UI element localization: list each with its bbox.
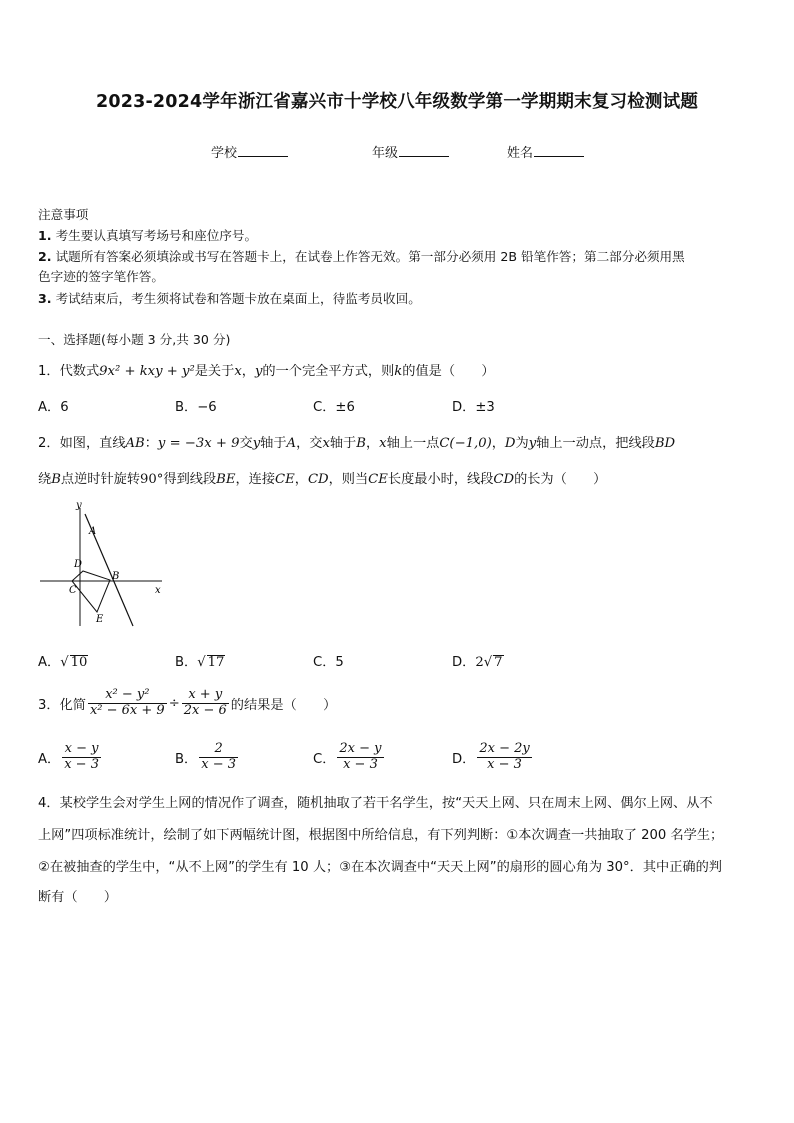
question-1 xyxy=(38,360,495,379)
q3-option-c-numerator: 2x − y xyxy=(339,741,382,756)
school-label: 学校 xyxy=(211,146,238,161)
q3-f2-numerator: x + y xyxy=(182,688,229,704)
q2-text: 为 xyxy=(515,436,529,451)
q1-text: 的值是（ ） xyxy=(402,364,495,379)
label-y: y xyxy=(76,500,82,511)
q1-var-x: x xyxy=(234,364,242,379)
q2-text: ，交 xyxy=(296,436,323,451)
q3-f2-denominator: 2x − 6 xyxy=(183,702,227,718)
q2-var: B xyxy=(356,436,366,451)
q2-text: ，连接 xyxy=(235,472,276,487)
q3-option-c[interactable] xyxy=(313,742,386,773)
q2-text: ， xyxy=(491,436,505,451)
q1-text: ， xyxy=(241,364,255,379)
note-1: 1. 考生要认真填写考场号和座位序号。 xyxy=(38,228,258,243)
hidden-helper xyxy=(83,571,97,612)
q2-var: AB xyxy=(125,436,145,451)
q3-option-c-denominator: x − 3 xyxy=(343,756,378,772)
q2-option-a[interactable]: A．√ 10 xyxy=(38,655,88,670)
q2-text: 点逆时针旋转 xyxy=(60,472,141,487)
q3-option-a[interactable] xyxy=(38,742,103,773)
q2-text: 交 xyxy=(239,436,253,451)
q2-var: x xyxy=(322,436,330,451)
question-4-line-2: 上网”四项标准统计，绘制了如下两幅统计图，根据图中所给信息，有下列判断：①本次调查一共抽取了 200 名学生； xyxy=(38,828,724,843)
note-2: 2. 试题所有答案必须填涂或书写在答题卡上，在试卷上作答无效。第一部分必须用 2B 铅笔作答；第二部分必须用黑 xyxy=(38,249,685,264)
label-c: C xyxy=(69,585,77,596)
name-blank xyxy=(534,143,584,157)
q2-text: ： xyxy=(144,436,158,451)
q3-option-b-label: B． xyxy=(175,751,198,767)
section-heading: 一、选择题(每小题 3 分,共 30 分) xyxy=(38,332,231,347)
segment-lines xyxy=(72,571,110,612)
q2-text: 长度最小时，线段 xyxy=(387,472,494,487)
q3-option-d[interactable] xyxy=(452,742,534,773)
page-title: 2023-2024学年浙江省嘉兴市十学校八年级数学第一学期期末复习检测试题 xyxy=(95,92,699,112)
q2-var: x xyxy=(379,436,387,451)
q3-fraction-2 xyxy=(182,688,229,719)
q1-text: 是关于 xyxy=(194,364,235,379)
question-4-line-3: ②在被抽查的学生中，“从不上网”的学生有 10 人；③在本次调查中“天天上网”的扇形的圆心角为 30°．其中正确的判 xyxy=(38,860,722,875)
name-field[interactable] xyxy=(507,142,584,161)
q2-text: ， xyxy=(365,436,380,451)
q2-text: 轴于 xyxy=(260,436,287,451)
q2-option-d-label: D． xyxy=(452,655,476,670)
q3-option-b[interactable] xyxy=(175,742,240,773)
note-1-text: 考生要认真填写考场号和座位序号。 xyxy=(55,228,258,243)
q1-var-y: y xyxy=(254,364,263,379)
grade-field[interactable] xyxy=(372,142,449,161)
q3-f1-numerator: x² − y² xyxy=(88,688,167,704)
q2-var: CD xyxy=(493,472,515,487)
question-4-line-4: 断有（ ） xyxy=(38,890,118,905)
question-2-line-1 xyxy=(38,432,675,451)
q2-var: CE xyxy=(275,472,295,487)
q2-option-a-label: A． xyxy=(38,655,61,670)
label-x: x xyxy=(155,585,161,596)
q3-option-d-denominator: x − 3 xyxy=(487,756,522,772)
q2-option-b-label: B． xyxy=(175,655,198,670)
q2-text: 轴上一点 xyxy=(386,436,440,451)
q2-option-a-value: 10 xyxy=(70,655,88,670)
q3-f1-denominator: x² − 6x + 9 xyxy=(89,702,165,718)
q2-text: 得到线段 xyxy=(163,472,217,487)
grade-blank xyxy=(399,143,449,157)
q1-number: 1．代数式 xyxy=(38,364,100,379)
q1-option-c[interactable]: C．±6 xyxy=(313,400,355,415)
q3-option-d-label: D． xyxy=(452,751,476,767)
q3-option-a-label: A． xyxy=(38,751,61,767)
q1-text: 的一个完全平方式，则 xyxy=(262,364,395,379)
q2-point-c: C(−1,0) xyxy=(439,436,492,451)
q2-var: BD xyxy=(654,436,676,451)
q2-equation: y = −3x + 9 xyxy=(157,436,240,451)
q3-option-a-denominator: x − 3 xyxy=(64,756,99,772)
q2-option-d[interactable]: D．2√ 7 xyxy=(452,655,503,670)
school-blank xyxy=(238,143,288,157)
q2-option-d-value: 7 xyxy=(494,655,503,670)
q2-option-c[interactable]: C．5 xyxy=(313,655,344,670)
q2-var: BE xyxy=(216,472,236,487)
label-b: B xyxy=(112,571,120,582)
question-2-line-2 xyxy=(38,468,606,487)
question-4-line-1: 4．某校学生会对学生上网的情况作了调查，随机抽取了若干名学生，按“天天上网、只在周末上网、偶尔上网、从不 xyxy=(38,796,713,811)
q3-option-b-denominator: x − 3 xyxy=(201,756,237,772)
q2-var: y xyxy=(528,436,537,451)
notes-heading: 注意事项 xyxy=(38,207,89,222)
q2-var: CD xyxy=(307,472,329,487)
q2-option-b[interactable]: B．√ 17 xyxy=(175,655,225,670)
q2-var: y xyxy=(252,436,261,451)
q2-var: CE xyxy=(368,472,388,487)
q2-var: A xyxy=(286,436,297,451)
q1-option-d[interactable]: D．±3 xyxy=(452,400,495,415)
label-a: A xyxy=(89,526,97,537)
q2-text: ， xyxy=(294,472,308,487)
q3-operator: ÷ xyxy=(168,695,180,711)
name-label: 姓名 xyxy=(507,146,534,161)
question-3 xyxy=(38,688,336,719)
q1-var-k: k xyxy=(394,364,403,379)
q2-text: ，则当 xyxy=(328,472,369,487)
q2-angle: 90° xyxy=(140,472,164,487)
q2-figure xyxy=(36,498,168,630)
q2-text: 轴上一动点，把线段 xyxy=(536,436,655,451)
q2-text: 轴于 xyxy=(329,436,357,451)
note-3-text: 考试结束后，考生须将试卷和答题卡放在桌面上，待监考员收回。 xyxy=(55,291,421,306)
school-field[interactable] xyxy=(211,142,288,161)
q2-text: 2．如图，直线 xyxy=(38,436,126,451)
q3-option-c-label: C． xyxy=(313,751,336,767)
q2-option-b-value: 17 xyxy=(207,655,225,670)
q3-option-a-numerator: x − y xyxy=(62,742,101,758)
q2-var: D xyxy=(504,436,516,451)
grade-label: 年级 xyxy=(372,146,399,161)
q3-fraction-1 xyxy=(88,688,167,719)
q2-text: 的长为（ ） xyxy=(514,472,607,487)
q3-number: 3．化简 xyxy=(38,697,86,713)
note-2-cont: 色字迹的签字笔作答。 xyxy=(38,269,164,284)
q1-expression: 9x² + kxy + y² xyxy=(99,364,195,379)
q3-text: 的结果是（ ） xyxy=(230,697,337,713)
q1-option-a[interactable]: A．6 xyxy=(38,400,69,415)
note-3: 3. 考试结束后，考生须将试卷和答题卡放在桌面上，待监考员收回。 xyxy=(38,291,421,306)
q3-option-d-numerator: 2x − 2y xyxy=(479,741,530,756)
label-d: D xyxy=(74,559,83,570)
q2-text: 绕 xyxy=(38,472,52,487)
q2-option-d-coef: 2 xyxy=(475,655,484,670)
label-e: E xyxy=(96,614,104,625)
q2-var: B xyxy=(51,472,61,487)
q1-option-b[interactable]: B．−6 xyxy=(175,400,217,415)
q3-option-b-numerator: 2 xyxy=(199,742,238,758)
note-2-text: 试题所有答案必须填涂或书写在答题卡上，在试卷上作答无效。第一部分必须用 2B 铅笔作答；第二部分必须用黑 xyxy=(55,249,685,264)
